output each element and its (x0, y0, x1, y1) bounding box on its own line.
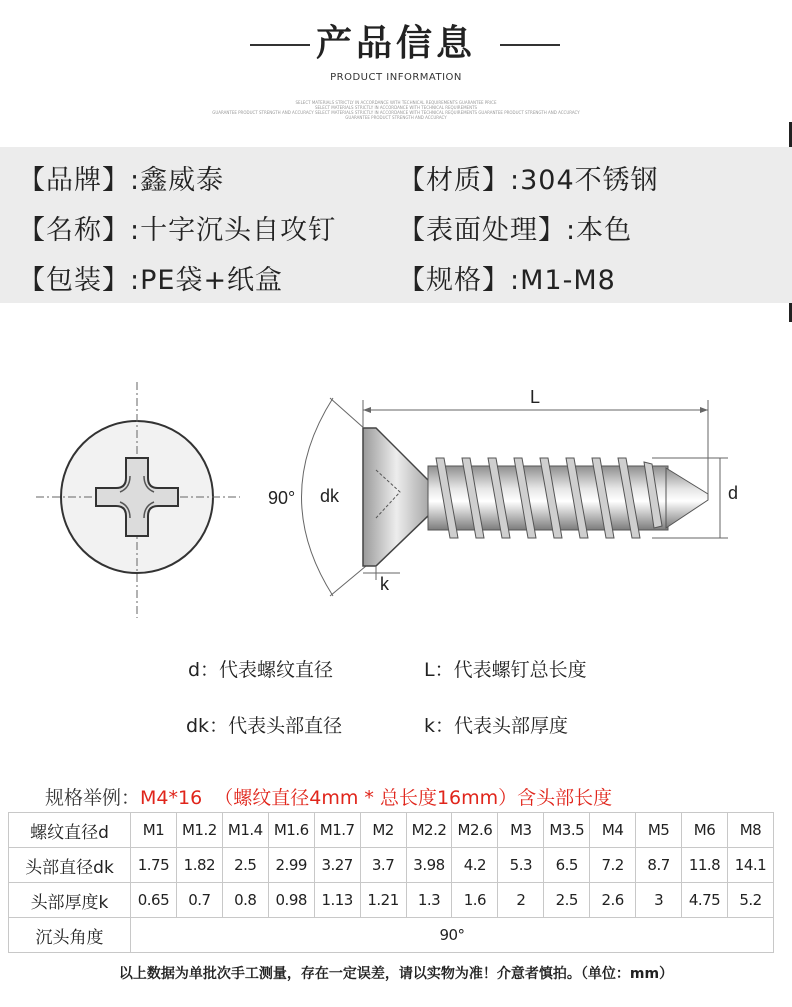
table-cell: 8.7 (636, 848, 682, 883)
table-cell: 11.8 (682, 848, 728, 883)
table-cell: M4 (590, 813, 636, 848)
screw-tip (666, 468, 708, 528)
table-cell: 3.27 (314, 848, 360, 883)
fine-print (0, 100, 792, 120)
info-brand: 【品牌】:鑫威泰 (18, 165, 225, 196)
angle-line-bottom (330, 566, 366, 596)
table-cell: M2 (360, 813, 406, 848)
table-row-angle (9, 918, 774, 953)
label-k: k (380, 574, 389, 594)
table-cell: M3 (498, 813, 544, 848)
table-cell: 4.2 (452, 848, 498, 883)
footnote: 以上数据为单批次手工测量，存在一定误差，请以实物为准！介意者慎拍。（单位：mm） (118, 966, 674, 982)
fine-print-line: SELECT MATERIALS STRICTLY IN ACCORDANCE WITH TECHNICAL REQUIREMENTS (314, 105, 478, 110)
table-cell: M2.6 (452, 813, 498, 848)
table-cell: 1.21 (360, 883, 406, 918)
table-cell: 7.2 (590, 848, 636, 883)
table-cell: M5 (636, 813, 682, 848)
angle-line-top (330, 398, 366, 430)
fine-print-line: SELECT MATERIALS STRICTLY IN ACCORDANCE WITH TECHNICAL REQUIREMENTS GUARANTEE PRICE (295, 100, 497, 105)
legend-dk: dk：代表头部直径 (186, 715, 343, 737)
table-cell: 2.99 (268, 848, 314, 883)
label-d: d (728, 483, 739, 503)
example-label: 规格举例： (45, 787, 141, 809)
table-cell: 0.7 (176, 883, 222, 918)
table-cell: 3.7 (360, 848, 406, 883)
table-row-head-thick (9, 883, 774, 918)
table-cell: 1.75 (131, 848, 177, 883)
table-cell: M6 (682, 813, 728, 848)
table-cell: 14.1 (727, 848, 773, 883)
table-cell-angle: 90° (131, 918, 774, 953)
table-cell: 2.5 (222, 848, 268, 883)
label-L: L (530, 387, 541, 407)
table-cell: M1.6 (268, 813, 314, 848)
info-package: 【包装】:PE袋+纸盒 (18, 265, 284, 296)
info-name: 【名称】:十字沉头自攻钉 (18, 215, 337, 246)
info-surface: 【表面处理】:本色 (398, 215, 633, 246)
example-value: M4*16 (140, 787, 203, 809)
screw-diagram (0, 370, 792, 620)
table-cell: M1 (131, 813, 177, 848)
spec-example (45, 783, 612, 810)
row-header-head-dia: 头部直径dk (9, 848, 131, 883)
table-cell: 6.5 (544, 848, 590, 883)
example-desc: （螺纹直径4mm * 总长度16mm）含头部长度 (214, 787, 613, 809)
legend-d: d：代表螺纹直径 (188, 659, 334, 681)
table-cell: 2 (498, 883, 544, 918)
dim-L-arrow-right (700, 407, 708, 413)
table-cell: M2.2 (406, 813, 452, 848)
table-cell: 1.82 (176, 848, 222, 883)
table-cell: M8 (727, 813, 773, 848)
dim-L-arrow-left (363, 407, 371, 413)
label-angle: 90° (268, 488, 296, 508)
table-cell: M1.2 (176, 813, 222, 848)
fine-print-line: GUARANTEE PRODUCT STRENGTH AND ACCURACY (345, 115, 447, 120)
table-cell: 2.6 (590, 883, 636, 918)
table-cell: 1.3 (406, 883, 452, 918)
table-cell: 5.2 (727, 883, 773, 918)
row-header-thread: 螺纹直径d (9, 813, 131, 848)
page-title: 产品信息 (315, 23, 476, 64)
table-cell: 3 (636, 883, 682, 918)
table-cell: M1.4 (222, 813, 268, 848)
table-cell: 0.98 (268, 883, 314, 918)
screw-side-view (268, 387, 738, 596)
fine-print-line: GUARANTEE PRODUCT STRENGTH AND ACCURACY SELECT MATERIALS STRICTLY IN ACCORDANCE WITH TECHNICAL REQUIREMENTS GUARANTEE PRODUCT STRENGTH AND ACCURACY (212, 110, 580, 115)
table-cell: 4.75 (682, 883, 728, 918)
screw-head (363, 428, 430, 566)
title-line-right (500, 44, 560, 46)
table-cell: 1.6 (452, 883, 498, 918)
table-cell: 0.65 (131, 883, 177, 918)
info-spec: 【规格】:M1-M8 (398, 265, 616, 296)
legend-L: L：代表螺钉总长度 (424, 659, 587, 681)
spec-table (8, 812, 774, 953)
table-cell: 3.98 (406, 848, 452, 883)
table-row-thread (9, 813, 774, 848)
table-cell: 0.8 (222, 883, 268, 918)
row-header-head-thick: 头部厚度k (9, 883, 131, 918)
screw-top-view (36, 382, 240, 618)
table-row-head-dia (9, 848, 774, 883)
table-cell: M1.7 (314, 813, 360, 848)
label-dk: dk (320, 486, 340, 506)
page-subtitle: PRODUCT INFORMATION (330, 72, 462, 83)
legend-k: k：代表头部厚度 (424, 715, 569, 737)
table-cell: 1.13 (314, 883, 360, 918)
table-cell: M3.5 (544, 813, 590, 848)
row-header-angle: 沉头角度 (9, 918, 131, 953)
table-cell: 2.5 (544, 883, 590, 918)
table-cell: 5.3 (498, 848, 544, 883)
info-material: 【材质】:304不锈钢 (398, 165, 659, 196)
